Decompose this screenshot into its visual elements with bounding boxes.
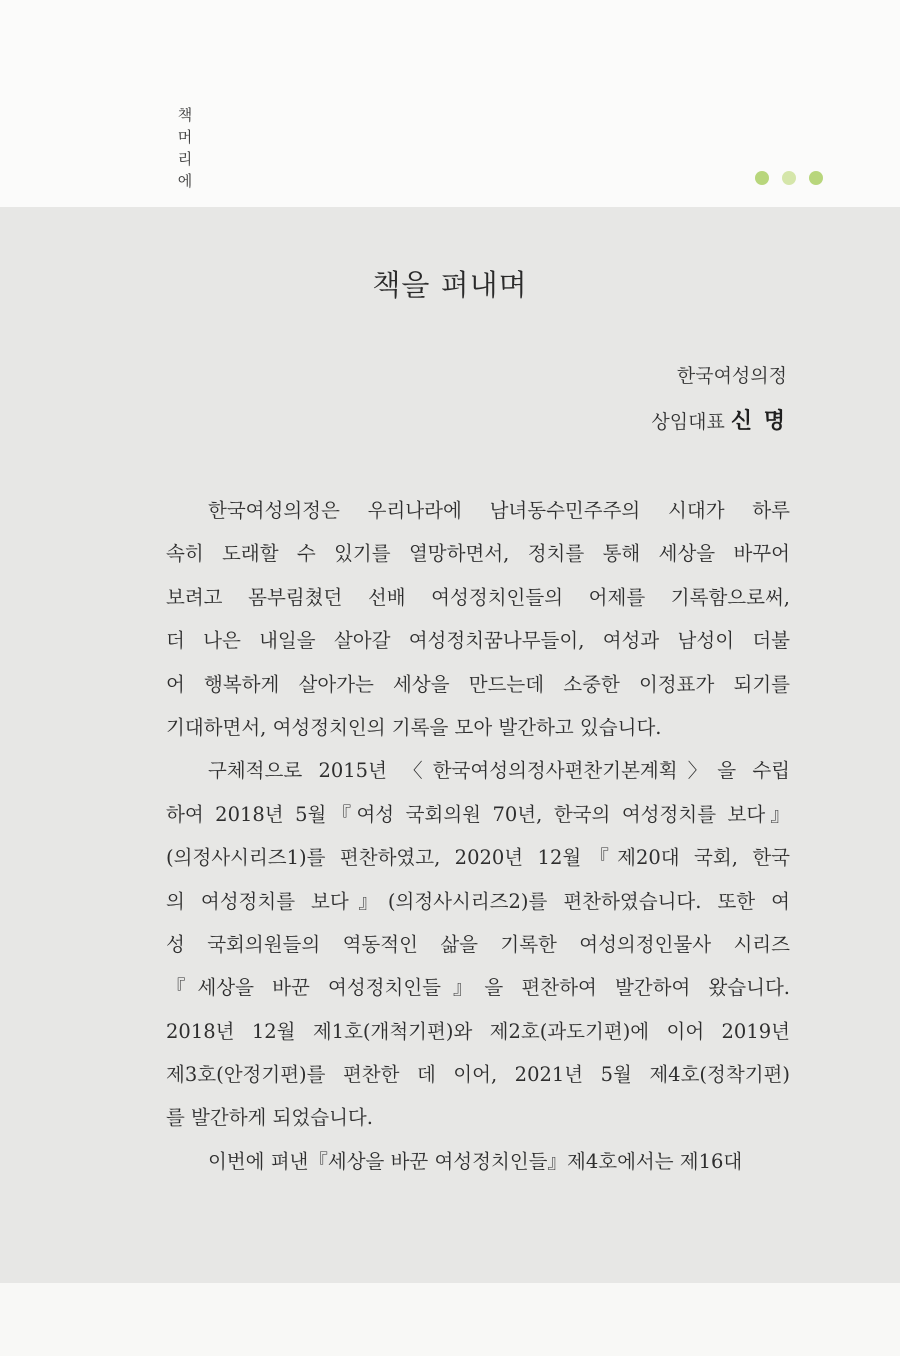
body-line: 어 행복하게 살아가는 세상을 만드는데 소중한 이정표가 되기를 (166, 672, 790, 696)
body-line: 성 국회의원들의 역동적인 삶을 기록한 여성의정인물사 시리즈 (166, 932, 790, 956)
green-dot-icon (755, 171, 769, 185)
section-label-char: 책 (177, 106, 193, 124)
section-label-vertical (174, 104, 196, 192)
page-title: 책을 펴내며 (372, 268, 528, 302)
body-line: 한국여성의정은 우리나라에 남녀동수민주주의 시대가 하루 (208, 499, 790, 522)
green-dot-icon (809, 171, 823, 185)
body-line: 제3호(안정기편)를 편찬한 데 이어, 2021년 5월 제4호(정착기편) (166, 1063, 790, 1087)
decorative-dots (755, 171, 823, 185)
body-line: (의정사시리즈1)를 편찬하였고, 2020년 12월『제20대 국회, 한국 (166, 846, 790, 870)
body-line: 기대하면서, 여성정치인의 기록을 모아 발간하고 있습니다. (166, 715, 662, 739)
body-line: 속히 도래할 수 있기를 열망하면서, 정치를 통해 세상을 바꾸어 (166, 542, 790, 566)
body-line: 구체적으로 2015년 〈한국여성의정사편찬기본계획〉을 수립 (208, 759, 790, 783)
author-name: 신 명 (730, 408, 787, 434)
body-line: 이번에 펴낸『세상을 바꾼 여성정치인들』제4호에서는 제16대 (208, 1149, 743, 1173)
section-label-char: 머 (177, 128, 193, 146)
body-line: 2018년 12월 제1호(개척기편)와 제2호(과도기편)에 이어 2019년 (166, 1019, 790, 1043)
body-line: 보려고 몸부림쳤던 선배 여성정치인들의 어제를 기록함으로써, (166, 585, 790, 609)
light-green-dot-icon (782, 171, 796, 185)
page-footer-area (0, 1283, 900, 1356)
author-position: 상임대표 (651, 411, 725, 433)
author-organization: 한국여성의정 (676, 365, 787, 387)
section-label-char: 에 (177, 172, 193, 190)
body-line: 하여 2018년 5월『여성 국회의원 70년, 한국의 여성정치를 보다』 (166, 802, 790, 826)
body-line: 의 여성정치를 보다』(의정사시리즈2)를 편찬하였습니다. 또한 여 (166, 889, 790, 913)
author-signature (651, 404, 787, 435)
body-line: 를 발간하게 되었습니다. (166, 1106, 373, 1130)
body-paragraphs (166, 489, 790, 1183)
body-line: 더 나은 내일을 살아갈 여성정치꿈나무들이, 여성과 남성이 더불 (166, 629, 790, 653)
section-label-char: 리 (177, 150, 193, 168)
body-line: 『세상을 바꾼 여성정치인들』을 편찬하여 발간하여 왔습니다. (166, 976, 790, 1000)
